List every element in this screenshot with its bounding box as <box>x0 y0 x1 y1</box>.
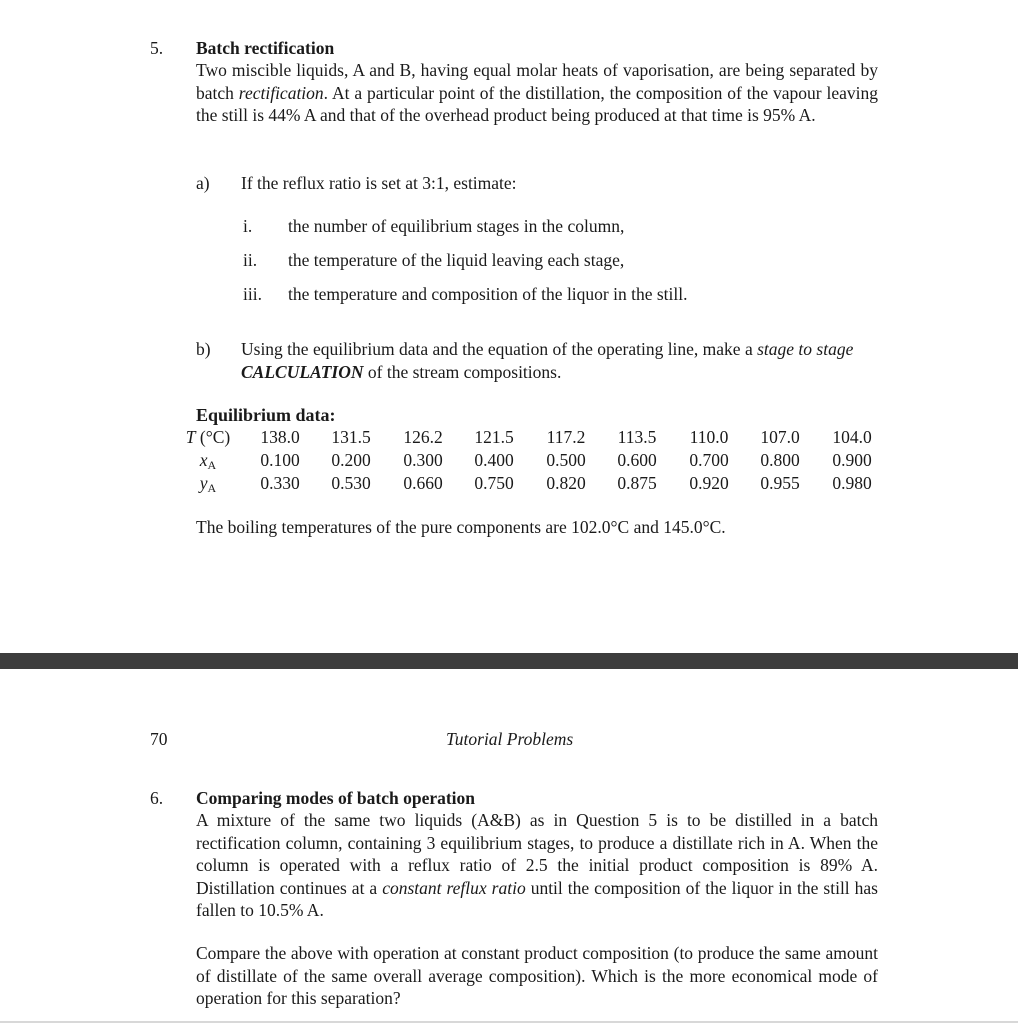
equilibrium-heading: Equilibrium data: <box>196 405 336 425</box>
question-5-intro-text-a: Two miscible liquids, A and B, having equal molar heats of vaporisation, are being separated by batch <box>196 60 878 103</box>
part-b-label: b) <box>196 339 211 359</box>
question-5-number: 5. <box>150 38 164 58</box>
part-a-item-2-text: the temperature of the liquid leaving each stage, <box>288 250 625 270</box>
part-b-calculation: CALCULATION <box>241 361 364 382</box>
x-value: 0.500 <box>546 450 586 470</box>
y-value: 0.955 <box>760 473 800 493</box>
t-value: 104.0 <box>832 427 872 447</box>
y-value: 0.980 <box>832 473 872 493</box>
y-value: 0.660 <box>403 473 443 493</box>
question-6-para1-emphasis: constant reflux ratio <box>382 877 526 898</box>
t-value: 110.0 <box>689 427 729 447</box>
x-value: 0.200 <box>331 450 371 470</box>
boiling-note: The boiling temperatures of the pure components are 102.0°C and 145.0°C. <box>196 517 726 537</box>
y-value: 0.750 <box>474 473 514 493</box>
x-value: 0.900 <box>832 450 872 470</box>
part-b-text-b: of the stream compositions. <box>363 361 562 382</box>
part-a-label: a) <box>196 173 210 193</box>
question-6-number: 6. <box>150 788 164 808</box>
row-label-y <box>178 472 238 500</box>
question-6-paragraph-1 <box>196 809 878 922</box>
row-label-t-symbol: T <box>185 427 196 447</box>
part-a-text: If the reflux ratio is set at 3:1, estimate: <box>241 173 517 193</box>
row-label-temperature <box>178 426 238 449</box>
part-a-item-3-text: the temperature and composition of the liquor in the still. <box>288 284 688 304</box>
part-a-item-2-label: ii. <box>243 250 258 270</box>
x-value: 0.800 <box>760 450 800 470</box>
x-value: 0.600 <box>617 450 657 470</box>
question-5-title: Batch rectification <box>196 38 335 58</box>
row-label-x-symbol: x <box>199 450 208 470</box>
t-value: 131.5 <box>331 427 371 447</box>
part-b-text <box>241 338 881 383</box>
y-value: 0.330 <box>260 473 300 493</box>
part-b-text-a: Using the equilibrium data and the equation of the operating line, make a <box>241 339 758 359</box>
question-6-para1-text-b: until the composition of the liquor in the still has fallen to 10.5% A. <box>196 877 878 920</box>
row-label-y-sub: A <box>207 481 217 495</box>
t-value: 138.0 <box>260 427 300 447</box>
y-value: 0.530 <box>331 473 371 493</box>
row-label-t-unit: (°C) <box>195 427 231 447</box>
question-6-title: Comparing modes of batch operation <box>196 788 476 808</box>
t-value: 121.5 <box>474 427 514 447</box>
question-5-intro-text-b: . At a particular point of the distillation, the composition of the vapour leaving the still is 44% A and that of the overhead product being produced at that time is 95% A. <box>196 82 878 125</box>
y-value: 0.920 <box>689 473 729 493</box>
bottom-rule <box>0 1021 1018 1023</box>
part-a-item-1-text: the number of equilibrium stages in the column, <box>288 216 625 236</box>
part-a-item-1-label: i. <box>243 216 253 236</box>
x-value: 0.100 <box>260 450 300 470</box>
x-value: 0.700 <box>689 450 729 470</box>
y-value: 0.875 <box>617 473 657 493</box>
row-label-y-symbol: y <box>199 473 208 493</box>
t-value: 113.5 <box>617 427 657 447</box>
question-6-para1-text-a: A mixture of the same two liquids (A&B) as in Question 5 is to be distilled in a batch rectification column, containing 3 equilibrium stages, to produce a distillate rich in A. When the column is operated with a reflux ratio of 2.5 the initial product composition is 89% A. Distillation continues at a <box>196 810 878 898</box>
t-value: 117.2 <box>546 427 586 447</box>
x-value: 0.300 <box>403 450 443 470</box>
page-number: 70 <box>150 729 168 749</box>
row-label-x-sub: A <box>207 458 217 472</box>
x-value: 0.400 <box>474 450 514 470</box>
question-5-intro <box>196 59 878 127</box>
part-b-emphasis: stage to stage <box>757 339 854 359</box>
question-5-intro-emphasis: rectification <box>238 82 324 103</box>
running-head: Tutorial Problems <box>446 729 574 749</box>
page-divider <box>0 653 1018 669</box>
part-a-item-3-label: iii. <box>243 284 262 304</box>
y-value: 0.820 <box>546 473 586 493</box>
question-6-paragraph-2: Compare the above with operation at constant product composition (to produce the same amount of distillate of the same overall average composition). Which is the more economical mode of operation for this separation? <box>196 943 878 1008</box>
t-value: 107.0 <box>760 427 800 447</box>
t-value: 126.2 <box>403 427 443 447</box>
